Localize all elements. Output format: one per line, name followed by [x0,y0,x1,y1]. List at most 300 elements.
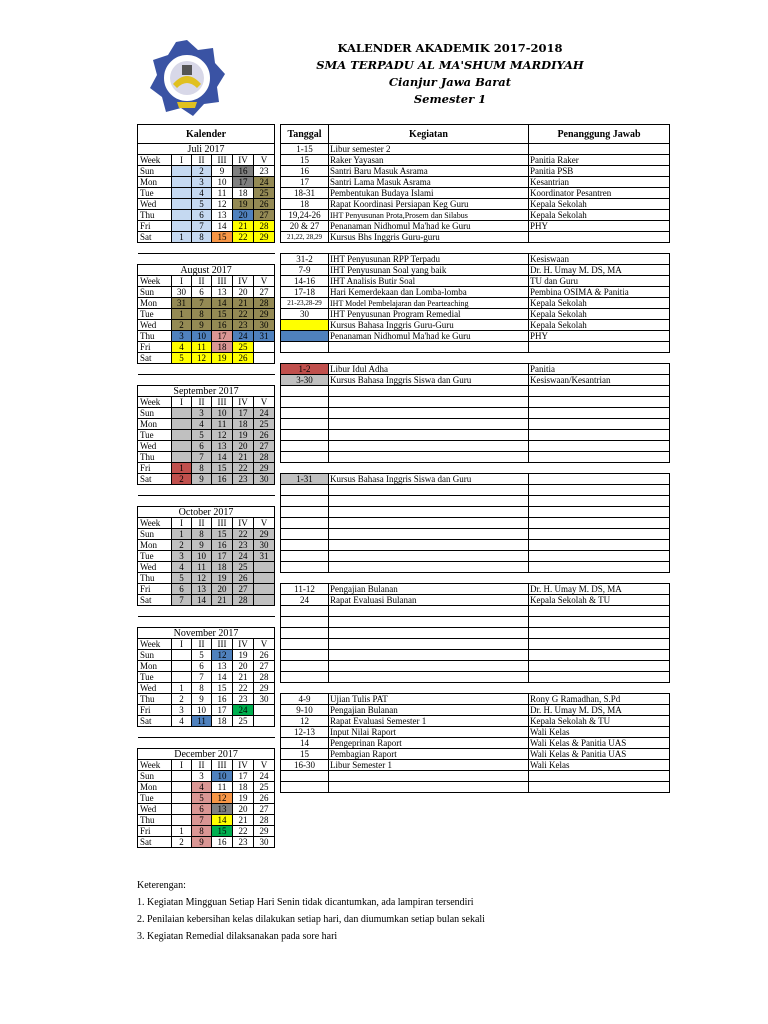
activity-pic: Panitia Raker [529,155,670,166]
date-cell [172,408,192,419]
activity-row [281,661,670,672]
calendar-day-row [138,342,275,353]
calendar-day-row [138,529,275,540]
calendar-day-row [138,199,275,210]
activity-row [281,727,670,738]
date-cell: 27 [254,210,275,221]
activity-row [281,584,670,595]
date-cell: 5 [192,793,212,804]
activity-pic [529,628,670,639]
spacer-cell [281,463,670,474]
date-cell: 29 [254,826,275,837]
spacer-cell [138,606,275,617]
date-cell: 6 [192,210,212,221]
week-numeral: IV [233,397,254,408]
date-cell: 18 [212,716,233,727]
activity-pic [529,386,670,397]
week-header-row [138,155,275,166]
date-cell: 17 [233,177,254,188]
activity-name: Input Nilai Raport [329,727,529,738]
activity-pic [529,639,670,650]
activity-pic [529,529,670,540]
date-cell [172,177,192,188]
activity-pic [529,551,670,562]
date-cell [254,705,275,716]
activity-date [281,771,329,782]
activity-pic: PHY [529,331,670,342]
date-cell: 29 [254,463,275,474]
date-cell: 11 [212,188,233,199]
date-cell: 15 [212,309,233,320]
date-cell: 26 [254,199,275,210]
activity-date [281,441,329,452]
activity-pic: Kepala Sekolah [529,199,670,210]
activity-name: Penanaman Nidhomul Ma'had ke Guru [329,221,529,232]
week-header-row [138,760,275,771]
day-name: Mon [138,298,172,309]
week-numeral: II [192,276,212,287]
date-cell: 28 [254,298,275,309]
activity-pic [529,562,670,573]
week-numeral: IV [233,639,254,650]
date-cell [172,793,192,804]
date-cell: 17 [212,705,233,716]
week-numeral: II [192,155,212,166]
activity-date [281,562,329,573]
date-cell: 31 [254,551,275,562]
activity-name [329,617,529,628]
date-cell: 23 [233,837,254,848]
note-item: 2. Penilaian kebersihan kelas dilakukan setiap hari, dan diumumkan setiap bulan sekali [137,914,485,925]
date-cell: 2 [172,694,192,705]
date-cell: 13 [192,584,212,595]
date-cell: 25 [233,716,254,727]
activity-name [329,672,529,683]
activity-row [281,342,670,353]
week-header-row [138,276,275,287]
date-cell: 15 [212,826,233,837]
calendar-day-row [138,705,275,716]
activity-name [329,386,529,397]
date-cell [172,221,192,232]
week-numeral: I [172,639,192,650]
day-name: Sun [138,650,172,661]
spacer-cell [138,738,275,749]
activity-name: Ujian Tulis PAT [329,694,529,705]
calendar-day-row [138,166,275,177]
activity-date [281,342,329,353]
notes-title: Keterengan: [137,880,186,891]
activity-row [281,155,670,166]
week-numeral: III [212,397,233,408]
week-numeral: III [212,760,233,771]
date-cell: 25 [233,562,254,573]
activity-date [281,320,329,331]
city-name: Cianjur Jawa Barat [388,75,512,89]
activity-date [281,529,329,540]
activity-pic: Kepala Sekolah & TU [529,595,670,606]
activity-name [329,551,529,562]
date-cell: 11 [192,342,212,353]
activity-row [281,166,670,177]
day-name: Tue [138,188,172,199]
activity-name: Rapat Evaluasi Semester 1 [329,716,529,727]
activity-row [281,144,670,155]
spacer-row [138,738,275,749]
day-name: Tue [138,672,172,683]
activity-row [281,672,670,683]
activity-name: Santri Lama Masuk Asrama [329,177,529,188]
week-numeral: V [254,397,275,408]
activity-row [281,760,670,771]
date-cell: 21 [233,452,254,463]
tanggal-header: Tanggal [281,125,329,144]
date-cell: 27 [254,441,275,452]
date-cell: 17 [233,771,254,782]
activity-pic: Kepala Sekolah [529,309,670,320]
activity-date: 7-9 [281,265,329,276]
week-numeral: I [172,760,192,771]
activity-pic [529,441,670,452]
date-cell: 17 [212,331,233,342]
activity-pic: Wali Kelas & Panitia UAS [529,738,670,749]
calendar-day-row [138,551,275,562]
week-numeral: III [212,518,233,529]
activity-name [329,782,529,793]
date-cell: 1 [172,309,192,320]
date-cell: 14 [212,221,233,232]
calendar-day-row [138,320,275,331]
date-cell: 10 [192,705,212,716]
activity-name [329,485,529,496]
activity-row [281,375,670,386]
date-cell [172,199,192,210]
activity-row [281,419,670,430]
date-cell: 20 [233,287,254,298]
date-cell: 29 [254,309,275,320]
activity-row [281,210,670,221]
activity-row [281,221,670,232]
date-cell: 21 [233,815,254,826]
week-numeral: V [254,276,275,287]
spacer-row [281,353,670,364]
week-label: Week [138,397,172,408]
calendar-day-row [138,804,275,815]
calendar-day-row [138,441,275,452]
spacer-cell [138,364,275,375]
date-cell: 1 [172,683,192,694]
day-name: Thu [138,694,172,705]
day-name: Sat [138,716,172,727]
activity-pic [529,485,670,496]
date-cell [172,441,192,452]
date-cell: 27 [254,804,275,815]
activity-row [281,364,670,375]
activity-name [329,452,529,463]
date-cell: 14 [212,298,233,309]
date-cell [172,419,192,430]
date-cell: 22 [233,463,254,474]
activity-row [281,386,670,397]
date-cell: 1 [172,463,192,474]
day-name: Tue [138,793,172,804]
week-header-row [138,639,275,650]
week-label: Week [138,276,172,287]
date-cell: 20 [233,661,254,672]
activity-name [329,606,529,617]
activity-pic [529,430,670,441]
date-cell: 7 [192,298,212,309]
activity-pic [529,617,670,628]
date-cell: 19 [233,430,254,441]
date-cell: 8 [192,683,212,694]
activity-row [281,232,670,243]
activity-name [329,507,529,518]
day-name: Wed [138,562,172,573]
notes-section [137,877,485,945]
activity-pic: Kepala Sekolah [529,320,670,331]
activity-name: IHT Penyusunan Program Remedial [329,309,529,320]
activity-pic: Dr. H. Umay M. DS, MA [529,265,670,276]
activity-row [281,254,670,265]
date-cell: 15 [212,529,233,540]
activity-date [281,507,329,518]
week-numeral: II [192,639,212,650]
activity-row [281,705,670,716]
day-name: Sat [138,595,172,606]
spacer-row [281,573,670,584]
date-cell: 30 [254,694,275,705]
activity-pic: Dr. H. Umay M. DS, MA [529,584,670,595]
calendar-day-row [138,188,275,199]
activity-pic: Kepala Sekolah [529,298,670,309]
activity-name [329,628,529,639]
date-cell: 30 [172,287,192,298]
activity-pic: Wali Kelas [529,727,670,738]
activity-date: 16 [281,166,329,177]
date-cell: 2 [172,320,192,331]
activity-row [281,276,670,287]
day-name: Fri [138,463,172,474]
activity-pic: Kepala Sekolah [529,210,670,221]
activity-date: 24 [281,595,329,606]
date-cell: 17 [212,551,233,562]
week-numeral: V [254,639,275,650]
activity-row [281,441,670,452]
activity-date: 31-2 [281,254,329,265]
day-name: Fri [138,584,172,595]
activity-pic: Panitia PSB [529,166,670,177]
activity-name: IHT Model Pembelajaran dan Pearteaching [329,298,529,309]
activity-date [281,408,329,419]
week-numeral: II [192,397,212,408]
date-cell: 19 [233,650,254,661]
activity-date [281,782,329,793]
activity-pic [529,507,670,518]
spacer-cell [138,254,275,265]
date-cell: 7 [192,452,212,463]
activity-pic: Wali Kelas & Panitia UAS [529,749,670,760]
month-name: Juli 2017 [138,144,275,155]
activity-name: Raker Yayasan [329,155,529,166]
calendar-day-row [138,408,275,419]
date-cell: 7 [172,595,192,606]
date-cell: 28 [254,815,275,826]
date-cell: 8 [192,826,212,837]
calendar-day-row [138,287,275,298]
day-name: Thu [138,331,172,342]
calendar-day-row [138,419,275,430]
activity-date: 14 [281,738,329,749]
activity-pic [529,408,670,419]
date-cell: 18 [233,782,254,793]
activity-date: 30 [281,309,329,320]
activity-date: 21-23,28-29 [281,298,329,309]
calendar-day-row [138,430,275,441]
calendar-day-row [138,331,275,342]
activity-row [281,199,670,210]
school-logo-icon [147,38,227,118]
activity-date: 18 [281,199,329,210]
calendar-day-row [138,694,275,705]
month-title-row [138,386,275,397]
document-title: KALENDER AKADEMIK 2017-2018 [337,41,563,55]
month-name: September 2017 [138,386,275,397]
activity-name: Pengeprinan Raport [329,738,529,749]
activity-date [281,496,329,507]
month-title-row [138,749,275,760]
date-cell: 12 [212,430,233,441]
date-cell: 22 [233,683,254,694]
date-cell: 5 [172,353,192,364]
spacer-cell [281,353,670,364]
day-name: Sat [138,837,172,848]
activity-pic [529,606,670,617]
date-cell: 12 [192,573,212,584]
spacer-row [138,254,275,265]
calendar-day-row [138,309,275,320]
activity-date [281,540,329,551]
date-cell: 24 [233,551,254,562]
activities-header-row [281,125,670,144]
month-name: October 2017 [138,507,275,518]
date-cell: 23 [233,540,254,551]
calendar-day-row [138,815,275,826]
activity-date: 21,22, 28,29 [281,232,329,243]
date-cell: 18 [233,188,254,199]
date-cell: 11 [212,419,233,430]
date-cell: 9 [192,837,212,848]
activity-date [281,518,329,529]
date-cell: 11 [212,782,233,793]
date-cell [172,452,192,463]
date-cell: 4 [192,419,212,430]
activity-pic: Kesantrian [529,177,670,188]
calendar-day-row [138,584,275,595]
week-numeral: IV [233,760,254,771]
date-cell: 13 [212,661,233,672]
date-cell: 3 [192,177,212,188]
day-name: Sun [138,771,172,782]
date-cell [172,188,192,199]
activity-date [281,617,329,628]
date-cell [254,353,275,364]
activity-date [281,419,329,430]
activity-name [329,419,529,430]
day-name: Mon [138,419,172,430]
day-name: Fri [138,705,172,716]
activity-name: Kursus Bhs Inggris Guru-guru [329,232,529,243]
pj-header: Penanggung Jawab [529,125,670,144]
activity-name: IHT Penyusunan Soal yang baik [329,265,529,276]
date-cell: 5 [192,430,212,441]
day-name: Tue [138,551,172,562]
day-name: Wed [138,441,172,452]
date-cell: 26 [233,573,254,584]
date-cell: 16 [212,837,233,848]
date-cell: 14 [212,452,233,463]
date-cell: 30 [254,837,275,848]
spacer-cell [281,683,670,694]
calendar-day-row [138,650,275,661]
date-cell: 7 [192,815,212,826]
activity-pic: Panitia [529,364,670,375]
month-name: August 2017 [138,265,275,276]
date-cell [254,342,275,353]
day-name: Sat [138,474,172,485]
activity-row [281,177,670,188]
week-numeral: I [172,518,192,529]
date-cell [172,782,192,793]
date-cell: 14 [192,595,212,606]
week-numeral: IV [233,276,254,287]
activity-row [281,628,670,639]
activity-name: Pembagian Raport [329,749,529,760]
calendar-day-row [138,221,275,232]
date-cell: 30 [254,474,275,485]
day-name: Fri [138,342,172,353]
activity-row [281,749,670,760]
activity-date [281,672,329,683]
activity-name [329,540,529,551]
date-cell: 26 [254,650,275,661]
date-cell: 3 [192,408,212,419]
activity-row [281,738,670,749]
date-cell: 29 [254,529,275,540]
activity-name [329,639,529,650]
calendar-day-row [138,452,275,463]
activity-pic [529,474,670,485]
date-cell: 13 [212,804,233,815]
date-cell: 21 [233,298,254,309]
activity-row [281,408,670,419]
activity-date [281,639,329,650]
spacer-row [138,375,275,386]
calendar-day-row [138,232,275,243]
date-cell: 2 [192,166,212,177]
date-cell: 28 [254,452,275,463]
activity-row [281,617,670,628]
activity-pic: Kesiswaan/Kesantrian [529,375,670,386]
date-cell: 25 [254,782,275,793]
calendar-day-row [138,562,275,573]
date-cell [254,562,275,573]
date-cell: 5 [192,650,212,661]
date-cell: 19 [212,353,233,364]
date-cell: 14 [212,815,233,826]
activity-pic: Pembina OSIMA & Panitia [529,287,670,298]
activity-name: Rapat Evaluasi Bulanan [329,595,529,606]
